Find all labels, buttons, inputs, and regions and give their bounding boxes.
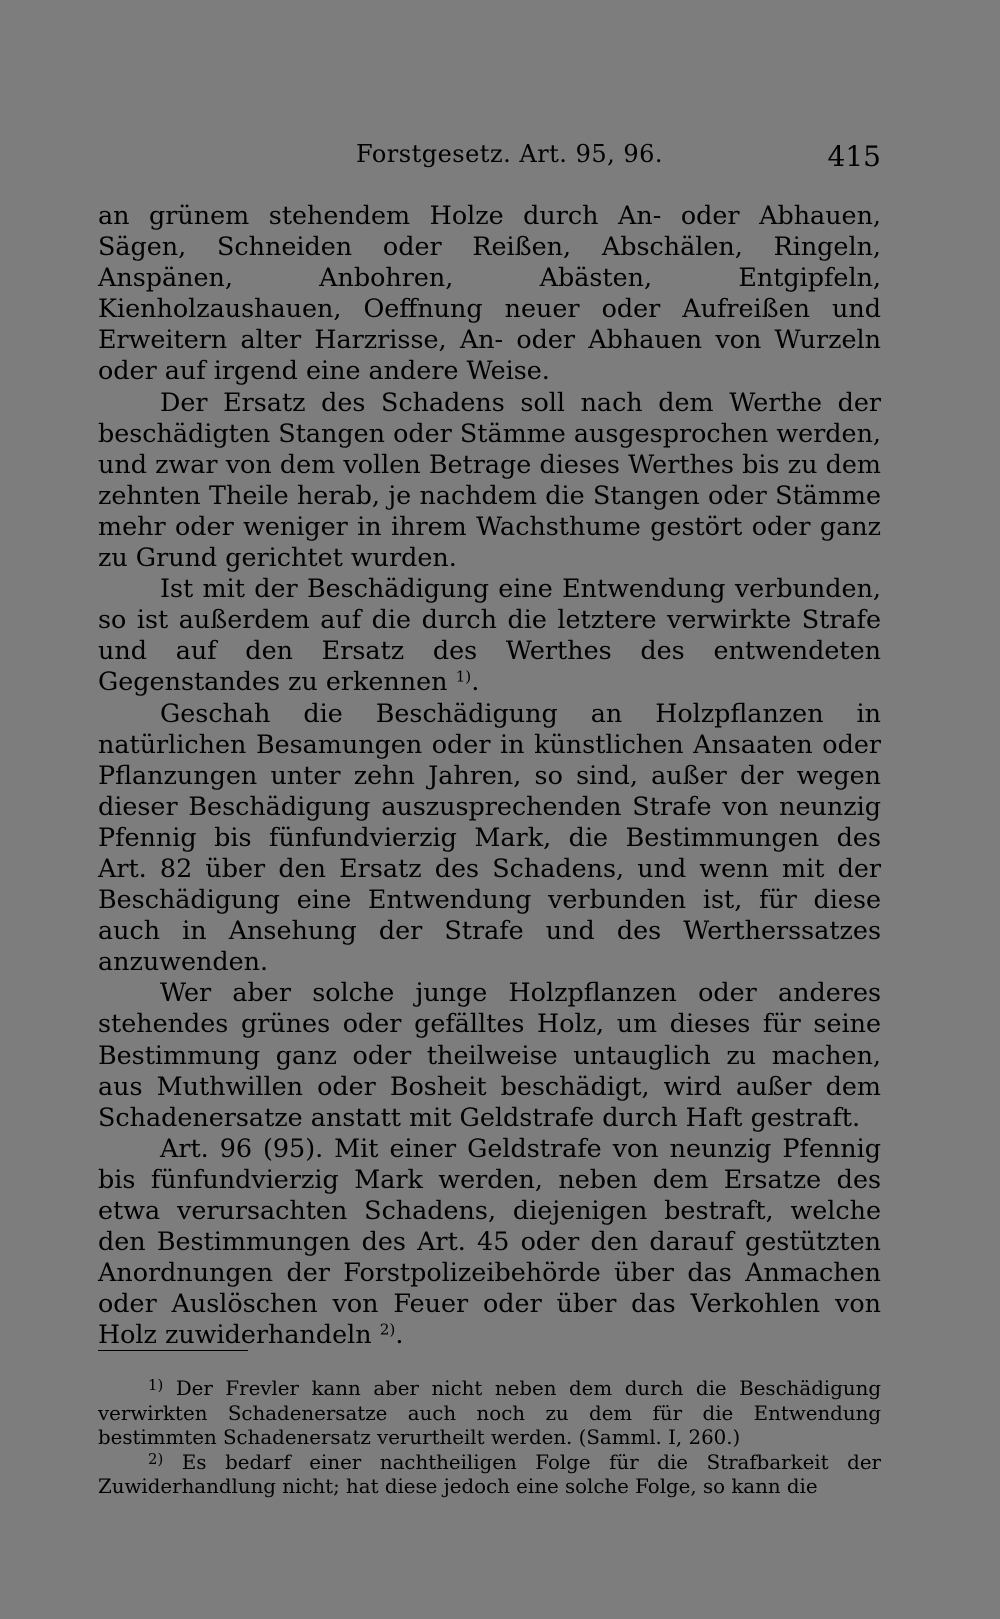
footnote-text: Der Frevler kann aber nicht neben dem durch die Beschädigung verwirkten Schadenersatze auch noch zu dem für die Entwendung bestimmten Schadenersatz verurtheilt werden. (Samml. I, 260.) <box>98 1377 881 1449</box>
footnote <box>98 1377 881 1451</box>
footnote-marker: 1) <box>148 1375 164 1394</box>
paragraph <box>98 977 881 1132</box>
footnote-reference: 2) <box>379 1321 396 1339</box>
main-text <box>98 200 881 1350</box>
footnote-reference-number: 1 <box>455 668 466 687</box>
footnote-marker: 2) <box>148 1449 164 1468</box>
paragraph-text: Ist mit der Beschädigung eine Entwendung verbunden, so ist außerdem auf die durch die letztere verwirkte Strafe und auf den Ersatz des Werthes des entwendeten Gegenstandes zu erkennen <box>98 573 881 697</box>
footnote-reference: 1) <box>455 668 472 687</box>
paragraph <box>98 698 881 978</box>
footnote <box>98 1451 881 1500</box>
paragraph-end: . <box>395 1319 404 1350</box>
paragraph <box>98 573 881 697</box>
paragraph-text: Wer aber solche junge Holzpflanzen oder anderes stehendes grünes oder gefälltes Holz, um dieses für seine Bestimmung ganz oder theilweise untauglich zu machen, aus Muthwillen oder Bosheit beschädigt, wird außer dem Schadenersatze anstatt mit Geldstrafe durch Haft gestraft. <box>98 977 881 1132</box>
footnote-text: Es bedarf einer nachtheiligen Folge für die Strafbarkeit der Zuwiderhandlung nicht; hat diese jedoch eine solche Folge, so kann die <box>98 1450 881 1498</box>
page-number: 415 <box>827 140 881 173</box>
paragraph <box>98 387 881 574</box>
footnote-divider <box>98 1350 248 1351</box>
footnote-marker-number: 2 <box>148 1449 158 1468</box>
paragraph <box>98 200 881 387</box>
footnote-reference-number: 2 <box>379 1321 390 1339</box>
paragraph-text: Art. 96 (95). Mit einer Geldstrafe von neunzig Pfennig bis fünfundvierzig Mark werden, neben dem Ersatze des etwa verursachten Schadens, diejenigen bestraft, welche den Bestimmungen des Art. 45 oder den darauf gestützten Anordnungen der Forstpolizeibehörde über das Anmachen oder Auslöschen von Feuer oder über das Verkohlen von Holz zuwiderhandeln <box>98 1132 881 1350</box>
paragraph-end: . <box>471 666 480 697</box>
article-paragraph <box>98 1133 881 1351</box>
footnote-marker-number: 1 <box>148 1375 158 1394</box>
paragraph-text: Geschah die Beschädigung an Holzpflanzen in natürlichen Besamungen oder in künstlichen Ansaaten oder Pflanzungen unter zehn Jahren, so sind, außer der wegen dieser Beschädigung auszusprechenden Strafe von neunzig Pfennig bis fünfundvierzig Mark, die Bestimmungen des Art. 82 über den Ersatz des Schadens, und wenn mit der Beschädigung eine Entwendung verbunden ist, für diese auch in Ansehung der Strafe und des Wertherssatzes anzuwenden. <box>98 697 881 977</box>
page-header <box>98 138 881 178</box>
running-title: Forstgesetz. Art. 95, 96. <box>356 140 664 168</box>
paragraph-text: Der Ersatz des Schadens soll nach dem Werthe der beschädigten Stangen oder Stämme ausgesprochen werden, und zwar von dem vollen Betrage dieses Werthes bis zu dem zehnten Theile herab, je nachdem die Stangen oder Stämme mehr oder weniger in ihrem Wachsthume gestört oder ganz zu Grund gerichtet wurden. <box>98 386 881 573</box>
paragraph-text: an grünem stehendem Holze durch An- oder Abhauen, Sägen, Schneiden oder Reißen, Abschälen, Ringeln, Anspänen, Anbohren, Abästen, Entgipfeln, Kienholzaushauen, Oeffnung neuer oder Aufreißen und Erweitern alter Harzrisse, An- oder Abhauen von Wurzeln oder auf irgend eine andere Weise. <box>98 200 881 386</box>
footnotes <box>98 1377 881 1500</box>
